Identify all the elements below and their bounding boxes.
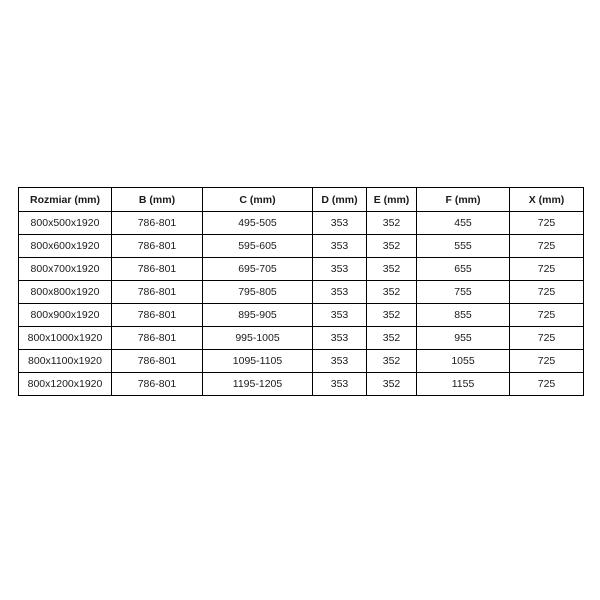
cell-x: 725 (510, 350, 584, 373)
cell-rozmiar: 800x1100x1920 (19, 350, 112, 373)
cell-e: 352 (367, 235, 417, 258)
cell-f: 455 (417, 212, 510, 235)
cell-rozmiar: 800x600x1920 (19, 235, 112, 258)
cell-b: 786-801 (112, 327, 203, 350)
cell-b: 786-801 (112, 258, 203, 281)
cell-f: 1155 (417, 373, 510, 396)
cell-b: 786-801 (112, 281, 203, 304)
header-x: X (mm) (510, 188, 584, 212)
cell-f: 1055 (417, 350, 510, 373)
cell-e: 352 (367, 258, 417, 281)
cell-x: 725 (510, 304, 584, 327)
cell-f: 655 (417, 258, 510, 281)
cell-e: 352 (367, 304, 417, 327)
table-row (19, 350, 584, 373)
cell-f: 855 (417, 304, 510, 327)
cell-rozmiar: 800x500x1920 (19, 212, 112, 235)
cell-b: 786-801 (112, 350, 203, 373)
cell-x: 725 (510, 327, 584, 350)
header-b: B (mm) (112, 188, 203, 212)
cell-x: 725 (510, 281, 584, 304)
table-header-row (19, 188, 584, 212)
table-row (19, 235, 584, 258)
cell-e: 352 (367, 327, 417, 350)
cell-d: 353 (313, 304, 367, 327)
cell-x: 725 (510, 235, 584, 258)
header-c: C (mm) (203, 188, 313, 212)
table-row (19, 212, 584, 235)
cell-c: 695-705 (203, 258, 313, 281)
cell-f: 555 (417, 235, 510, 258)
cell-c: 1095-1105 (203, 350, 313, 373)
cell-c: 595-605 (203, 235, 313, 258)
header-f: F (mm) (417, 188, 510, 212)
cell-f: 755 (417, 281, 510, 304)
cell-x: 725 (510, 212, 584, 235)
dimensions-table (18, 187, 584, 396)
table-row (19, 304, 584, 327)
cell-x: 725 (510, 373, 584, 396)
cell-c: 895-905 (203, 304, 313, 327)
cell-rozmiar: 800x800x1920 (19, 281, 112, 304)
cell-b: 786-801 (112, 235, 203, 258)
cell-d: 353 (313, 350, 367, 373)
table-body (19, 212, 584, 396)
dimensions-table-wrapper (18, 187, 583, 396)
cell-e: 352 (367, 212, 417, 235)
header-e: E (mm) (367, 188, 417, 212)
cell-d: 353 (313, 327, 367, 350)
cell-x: 725 (510, 258, 584, 281)
cell-e: 352 (367, 373, 417, 396)
cell-b: 786-801 (112, 304, 203, 327)
cell-c: 795-805 (203, 281, 313, 304)
table-row (19, 281, 584, 304)
header-d: D (mm) (313, 188, 367, 212)
header-rozmiar: Rozmiar (mm) (19, 188, 112, 212)
cell-c: 995-1005 (203, 327, 313, 350)
cell-c: 495-505 (203, 212, 313, 235)
table-row (19, 258, 584, 281)
cell-c: 1195-1205 (203, 373, 313, 396)
table-row (19, 327, 584, 350)
cell-rozmiar: 800x900x1920 (19, 304, 112, 327)
cell-b: 786-801 (112, 373, 203, 396)
cell-e: 352 (367, 281, 417, 304)
cell-d: 353 (313, 258, 367, 281)
cell-rozmiar: 800x700x1920 (19, 258, 112, 281)
table-row (19, 373, 584, 396)
cell-e: 352 (367, 350, 417, 373)
cell-d: 353 (313, 281, 367, 304)
cell-b: 786-801 (112, 212, 203, 235)
cell-rozmiar: 800x1000x1920 (19, 327, 112, 350)
cell-d: 353 (313, 373, 367, 396)
cell-f: 955 (417, 327, 510, 350)
cell-rozmiar: 800x1200x1920 (19, 373, 112, 396)
cell-d: 353 (313, 235, 367, 258)
cell-d: 353 (313, 212, 367, 235)
